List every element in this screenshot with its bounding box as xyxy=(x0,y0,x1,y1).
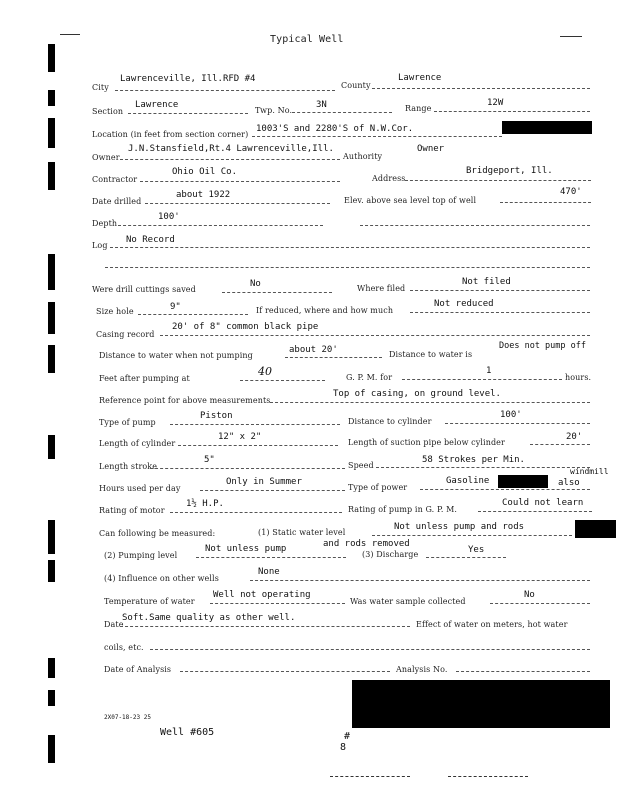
analysis-no-line xyxy=(456,671,590,672)
authority-value: Owner xyxy=(417,144,445,154)
length-suction-label: Length of suction pipe below cylinder xyxy=(348,438,505,447)
dist-water-not-pumping-value: about 20' xyxy=(289,345,338,355)
pumping-level-line xyxy=(196,557,346,558)
static-level-value-2: and rods removed xyxy=(323,539,410,549)
county-line xyxy=(372,88,590,89)
effect-meters-label: Effect of water on meters, hot water xyxy=(416,620,568,629)
reference-point-line xyxy=(270,402,590,403)
feet-after-pumping-line xyxy=(240,380,325,381)
date-drilled-value: about 1922 xyxy=(176,190,231,200)
blank-line xyxy=(360,225,590,226)
casing-label: Casing record xyxy=(96,330,155,339)
type-power-label: Type of power xyxy=(348,483,408,492)
authority-label: Authority xyxy=(343,152,383,161)
reference-point-label: Reference point for above measurements xyxy=(99,396,271,405)
where-filed-line xyxy=(410,290,590,291)
header-rule xyxy=(560,36,582,37)
twp-label: Twp. No. xyxy=(255,106,293,115)
binding-mark xyxy=(48,658,55,678)
casing-line xyxy=(160,335,590,336)
city-label: City xyxy=(92,83,109,92)
sample-collected-line xyxy=(490,603,590,604)
location-line xyxy=(252,136,502,137)
binding-mark xyxy=(48,735,55,763)
depth-label: Depth xyxy=(92,219,118,228)
cuttings-saved-line xyxy=(222,292,332,293)
gpm-for-label: G. P. M. for xyxy=(346,373,393,382)
discharge-line xyxy=(426,557,506,558)
cuttings-saved-label: Were drill cuttings saved xyxy=(92,285,196,294)
cuttings-saved-value: No xyxy=(250,279,261,289)
coils-label: coils, etc. xyxy=(104,643,144,652)
hours-per-day-label: Hours used per day xyxy=(99,484,181,493)
binding-mark xyxy=(48,90,55,106)
log-line-2 xyxy=(105,267,590,268)
discharge-label: (3) Discharge xyxy=(362,550,419,559)
redaction-box xyxy=(575,520,616,538)
address-label: Address xyxy=(372,174,406,183)
if-reduced-value: Not reduced xyxy=(434,299,494,309)
size-hole-line xyxy=(138,314,248,315)
rating-pump-label: Rating of pump in G. P. M. xyxy=(348,505,458,514)
binding-mark xyxy=(48,118,55,148)
range-value: 12W xyxy=(487,98,504,108)
if-reduced-label: If reduced, where and how much xyxy=(256,306,394,315)
gpm-for-line xyxy=(402,379,562,380)
page-title: Typical Well xyxy=(270,34,344,45)
dist-water-not-pumping-label: Distance to water when not pumping xyxy=(99,351,253,360)
rating-motor-label: Rating of motor xyxy=(99,506,165,515)
hours-per-day-value: Only in Summer xyxy=(226,477,302,487)
temperature-label: Temperature of water xyxy=(104,597,195,606)
influence-line xyxy=(250,580,590,581)
size-hole-value: 9" xyxy=(170,302,181,312)
discharge-value: Yes xyxy=(468,545,485,555)
type-power-line xyxy=(420,489,590,490)
county-value: Lawrence xyxy=(398,73,442,83)
analysis-no-label: Analysis No. xyxy=(396,665,448,674)
well-number: Well #605 xyxy=(160,727,215,738)
hours-per-day-line xyxy=(200,490,345,491)
type-power-also: also xyxy=(558,478,580,488)
elev-label: Elev. above sea level top of well xyxy=(344,196,477,205)
twp-value: 3N xyxy=(316,100,327,110)
length-cylinder-line xyxy=(178,445,338,446)
coils-line xyxy=(150,649,590,650)
log-label: Log xyxy=(92,241,108,250)
range-label: Range xyxy=(405,104,432,113)
pumping-level-value: Not unless pump xyxy=(205,544,287,554)
owner-value: J.N.Stansfield,Rt.4 Lawrenceville,Ill. xyxy=(128,144,334,154)
rating-motor-line xyxy=(170,512,342,513)
elev-line xyxy=(500,202,591,203)
date-line xyxy=(120,626,410,627)
temperature-value: Well not operating xyxy=(213,590,311,600)
binding-mark xyxy=(48,44,55,72)
binding-mark xyxy=(48,162,55,190)
dist-water-is-label: Distance to water is xyxy=(389,350,473,359)
location-label: Location (in feet from section corner) xyxy=(92,130,249,139)
type-pump-line xyxy=(170,424,340,425)
date-value: Soft.Same quality as other well. xyxy=(122,613,296,623)
contractor-line xyxy=(140,181,340,182)
log-value: No Record xyxy=(126,235,175,245)
distance-cylinder-label: Distance to cylinder xyxy=(348,417,432,426)
casing-value: 20' of 8" common black pipe xyxy=(172,322,319,332)
distance-cylinder-value: 100' xyxy=(500,410,522,420)
static-level-value: Not unless pump and rods xyxy=(394,522,525,532)
section-line xyxy=(128,113,248,114)
redaction-box xyxy=(498,475,548,488)
header-rule xyxy=(60,34,80,35)
rating-motor-value: 1½ H.P. xyxy=(186,499,224,509)
distance-cylinder-line xyxy=(445,423,590,424)
binding-mark xyxy=(48,435,55,459)
size-hole-label: Size hole xyxy=(96,307,134,316)
address-value: Bridgeport, Ill. xyxy=(466,166,553,176)
gpm-for-value: 1 xyxy=(486,366,492,376)
static-level-line xyxy=(372,535,572,536)
speed-label: Speed xyxy=(348,461,374,470)
owner-label: Owner xyxy=(92,153,120,162)
influence-value: None xyxy=(258,567,280,577)
binding-mark xyxy=(48,302,55,334)
redaction-box xyxy=(502,121,592,134)
length-stroke-label: Length stroke xyxy=(99,462,158,471)
sample-collected-label: Was water sample collected xyxy=(350,597,466,606)
rating-pump-line xyxy=(478,511,592,512)
section-value: Lawrence xyxy=(135,100,179,110)
type-pump-label: Type of pump xyxy=(99,418,156,427)
binding-mark xyxy=(48,560,55,582)
pumping-level-label: (2) Pumping level xyxy=(104,551,178,560)
log-line xyxy=(110,247,590,248)
reference-point-value: Top of casing, on ground level. xyxy=(333,389,501,399)
footer-rule xyxy=(330,776,410,777)
redaction-block xyxy=(352,680,610,728)
twp-line xyxy=(292,112,392,113)
depth-line xyxy=(118,225,323,226)
date-analysis-label: Date of Analysis xyxy=(104,665,172,674)
binding-mark xyxy=(48,520,55,554)
length-cylinder-label: Length of cylinder xyxy=(99,439,176,448)
type-power-value: Gasoline xyxy=(446,476,490,486)
date-drilled-line xyxy=(145,203,330,204)
county-label: County xyxy=(341,81,371,90)
length-suction-value: 20' xyxy=(566,432,583,442)
footer-rule xyxy=(448,776,528,777)
contractor-value: Ohio Oil Co. xyxy=(172,167,238,177)
footer-mark-2: 8 xyxy=(340,742,347,753)
location-value: 1003'S and 2280'S of N.W.Cor. xyxy=(256,124,414,134)
if-reduced-line xyxy=(410,312,590,313)
owner-line xyxy=(120,159,340,160)
length-suction-line xyxy=(530,444,590,445)
length-stroke-line xyxy=(150,468,345,469)
dist-water-is-value: Does not pump off xyxy=(499,341,586,351)
type-pump-value: Piston xyxy=(200,411,233,421)
dist-water-not-pumping-line xyxy=(285,357,382,358)
elev-value: 470' xyxy=(560,187,582,197)
footer-mark: # xyxy=(344,731,351,742)
range-line xyxy=(434,111,590,112)
date-analysis-line xyxy=(180,671,390,672)
binding-mark xyxy=(48,254,55,290)
date-drilled-label: Date drilled xyxy=(92,197,142,206)
sample-collected-value: No xyxy=(524,590,535,600)
feet-after-pumping-value: 40 xyxy=(258,365,272,378)
temperature-line xyxy=(210,603,345,604)
where-filed-label: Where filed xyxy=(357,284,406,293)
influence-label: (4) Influence on other wells xyxy=(104,574,219,583)
address-line xyxy=(405,180,591,181)
length-stroke-value: 5" xyxy=(204,455,215,465)
footer-code: 2X07-18-23 25 xyxy=(104,714,151,721)
speed-value: 58 Strokes per Min. xyxy=(422,455,525,465)
binding-mark xyxy=(48,690,55,706)
type-power-wind: windmill xyxy=(570,467,609,476)
date-label: Date xyxy=(104,620,124,629)
speed-line xyxy=(376,467,590,468)
section-label: Section xyxy=(92,107,124,116)
city-line xyxy=(115,90,335,91)
binding-mark xyxy=(48,345,55,373)
depth-value: 100' xyxy=(158,212,180,222)
static-level-label: (1) Static water level xyxy=(258,528,346,537)
rating-pump-value: Could not learn xyxy=(502,498,584,508)
where-filed-value: Not filed xyxy=(462,277,511,287)
can-measure-label: Can following be measured: xyxy=(99,529,216,538)
hours-label: hours. xyxy=(565,373,592,382)
city-value: Lawrenceville, Ill.RFD #4 xyxy=(120,74,256,84)
length-cylinder-value: 12" x 2" xyxy=(218,432,262,442)
feet-after-pumping-label: Feet after pumping at xyxy=(99,374,190,383)
contractor-label: Contractor xyxy=(92,175,138,184)
